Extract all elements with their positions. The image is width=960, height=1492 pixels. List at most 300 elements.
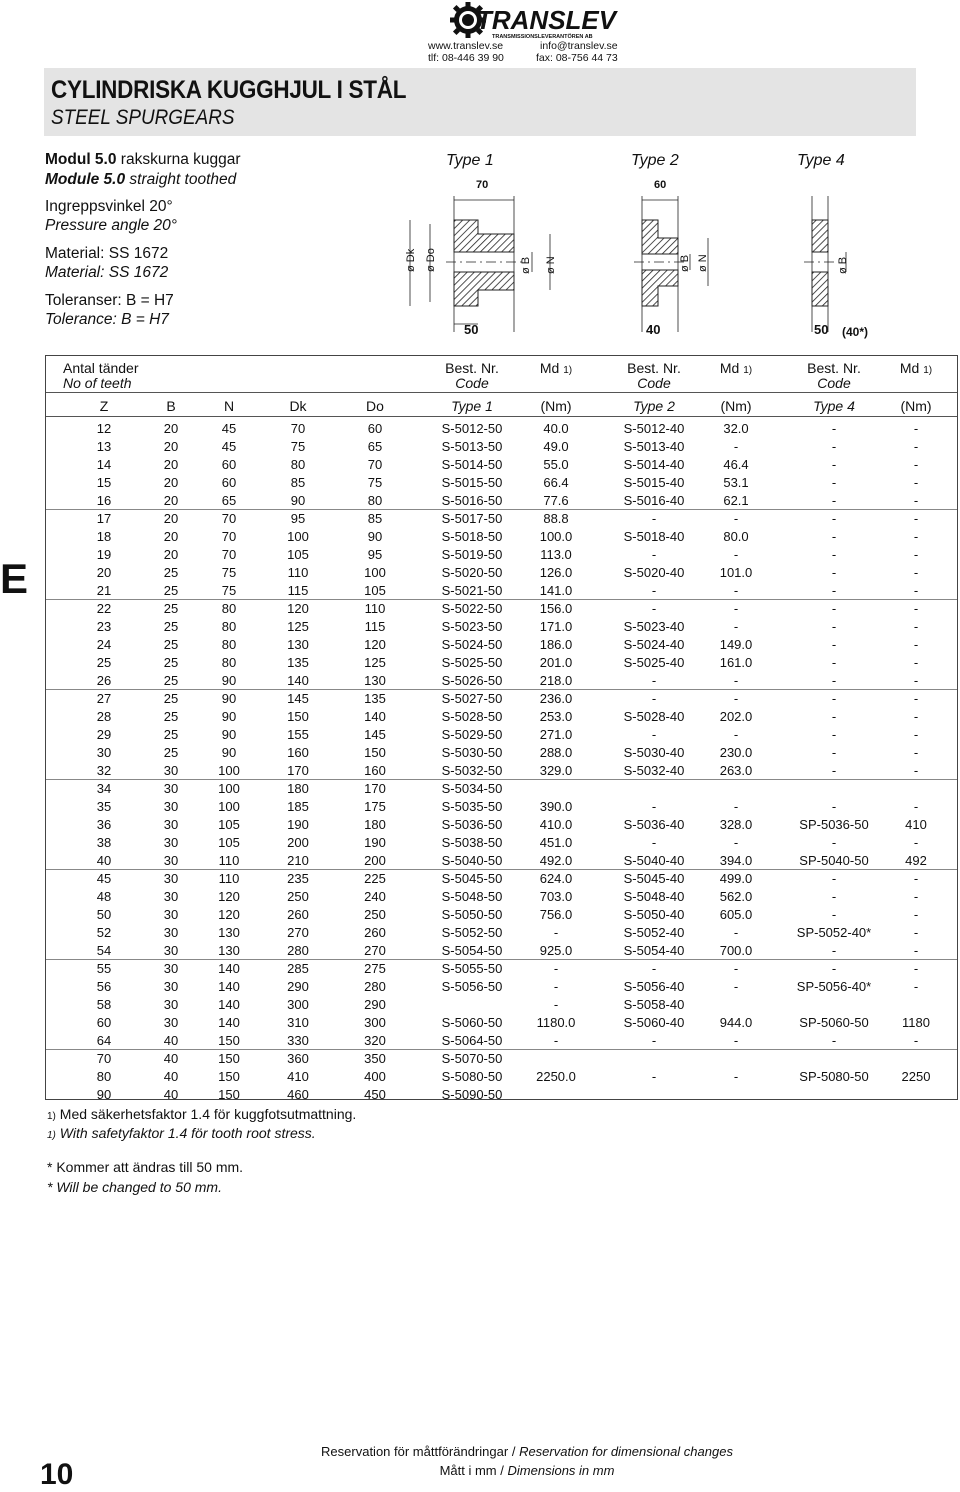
table-cell: 155 — [287, 727, 309, 742]
table-cell: 201.0 — [539, 655, 573, 670]
table-cell: 30 — [163, 781, 179, 796]
table-cell: S-5024-40 — [623, 637, 685, 652]
table-cell: 45 — [96, 871, 112, 886]
table-cell: 25 — [163, 637, 179, 652]
table-cell: 135 — [364, 691, 386, 706]
group-divider — [46, 689, 957, 690]
table-cell: S-5048-40 — [623, 889, 685, 904]
header-best-type1: Best. Nr. — [445, 360, 499, 376]
table-cell: SP-5080-50 — [799, 1069, 869, 1084]
table-cell: 330 — [287, 1033, 309, 1048]
footer-reservation: Reservation för måttförändringar / Reservation for dimensional changes — [321, 1444, 733, 1459]
column-header: Type 1 — [451, 398, 493, 414]
table-cell: 90 — [221, 673, 237, 688]
table-cell: - — [831, 493, 837, 508]
table-cell: 113.0 — [540, 547, 572, 562]
table-cell: - — [831, 529, 837, 544]
table-cell: S-5052-50 — [441, 925, 503, 940]
table-cell: SP-5040-50 — [799, 853, 869, 868]
table-cell: 27 — [96, 691, 112, 706]
table-cell: S-5021-50 — [441, 583, 503, 598]
table-cell: 186.0 — [539, 637, 573, 652]
table-cell: 130 — [218, 943, 240, 958]
table-cell: 210 — [287, 853, 309, 868]
column-header: Type 2 — [633, 398, 675, 414]
translev-logo — [450, 2, 617, 40]
table-cell: - — [831, 745, 837, 760]
table-cell: 394.0 — [719, 853, 753, 868]
table-cell: 20 — [163, 493, 179, 508]
table-cell: 270 — [287, 925, 309, 940]
table-cell: 171.0 — [539, 619, 573, 634]
table-cell: 492 — [905, 853, 927, 868]
table-cell: 150 — [218, 1033, 240, 1048]
table-cell: - — [913, 475, 919, 490]
header-best-type4: Best. Nr. — [807, 360, 861, 376]
table-cell: 180 — [287, 781, 309, 796]
section-tab: E — [0, 555, 29, 602]
table-cell: 160 — [287, 745, 309, 760]
table-cell: 562.0 — [719, 889, 753, 904]
table-cell: - — [831, 565, 837, 580]
table-cell: 141.0 — [539, 583, 573, 598]
table-cell: - — [651, 691, 657, 706]
table-cell: S-5016-50 — [441, 493, 503, 508]
table-cell: - — [831, 871, 837, 886]
table-cell: S-5058-40 — [623, 997, 685, 1012]
table-cell: 54 — [96, 943, 112, 958]
table-cell: - — [831, 691, 837, 706]
table-cell: 40.0 — [543, 421, 569, 436]
type2-top-dim: 60 — [654, 179, 667, 191]
table-cell: - — [733, 439, 739, 454]
type4-bottom-note: (40*) — [842, 325, 869, 339]
table-cell: 30 — [163, 1015, 179, 1030]
table-cell: 80 — [290, 457, 306, 472]
table-cell: S-5048-50 — [441, 889, 503, 904]
table-cell: - — [733, 727, 739, 742]
table-cell: 125 — [287, 619, 309, 634]
table-cell: - — [913, 961, 919, 976]
table-cell: S-5056-40 — [623, 979, 685, 994]
page-title: CYLINDRISKA KUGGHJUL I STÅL — [51, 76, 407, 104]
table-cell: 160 — [364, 763, 386, 778]
table-cell: 25 — [163, 745, 179, 760]
footer-dimensions: Mått i mm / Dimensions in mm — [439, 1463, 615, 1478]
table-cell: 170 — [287, 763, 309, 778]
table-cell: 60 — [221, 457, 237, 472]
table-cell: S-5025-50 — [441, 655, 503, 670]
table-cell: 56 — [96, 979, 112, 994]
type2-label: Type 2 — [631, 152, 679, 169]
table-cell: SP-5060-50 — [799, 1015, 869, 1030]
table-cell: 492.0 — [539, 853, 573, 868]
table-cell: 80 — [221, 637, 237, 652]
table-cell: 80 — [221, 619, 237, 634]
group-divider — [46, 869, 957, 870]
table-cell: 25 — [163, 727, 179, 742]
table-cell: 100 — [218, 781, 240, 796]
column-header: (Nm) — [540, 398, 572, 414]
header-code-type4: Code — [817, 375, 851, 391]
table-cell: 45 — [221, 421, 237, 436]
group-divider — [46, 509, 957, 510]
table-cell: 25 — [163, 565, 179, 580]
table-cell: 15 — [96, 475, 112, 490]
table-cell: 20 — [163, 439, 179, 454]
table-cell: S-5028-50 — [441, 709, 503, 724]
table-cell: S-5070-50 — [441, 1051, 503, 1066]
table-cell: - — [733, 979, 739, 994]
table-cell: - — [651, 547, 657, 562]
table-cell: 34 — [96, 781, 112, 796]
table-cell: - — [733, 925, 739, 940]
table-cell: - — [553, 925, 559, 940]
table-cell: S-5023-40 — [623, 619, 685, 634]
table-cell: 410 — [905, 817, 927, 832]
table-cell: 149.0 — [719, 637, 753, 652]
table-cell: 140 — [287, 673, 309, 688]
table-cell: 110 — [218, 871, 240, 886]
table-cell: - — [913, 943, 919, 958]
table-cell: - — [831, 457, 837, 472]
table-cell: - — [913, 439, 919, 454]
table-cell: - — [733, 835, 739, 850]
table-cell: 55.0 — [543, 457, 569, 472]
table-cell: - — [913, 601, 919, 616]
type1-dk-label: ø Dk — [405, 248, 417, 272]
contact-fax: fax: 08-756 44 73 — [536, 52, 618, 64]
table-cell: 30 — [163, 853, 179, 868]
table-cell: 65 — [221, 493, 237, 508]
table-cell: 145 — [287, 691, 309, 706]
type1-label: Type 1 — [446, 152, 494, 169]
table-cell: 125 — [364, 655, 386, 670]
contact-web[interactable]: www.translev.se — [428, 40, 504, 52]
table-cell: 90 — [367, 529, 383, 544]
table-cell: 270 — [364, 943, 386, 958]
table-cell: 66.4 — [543, 475, 569, 490]
type1-bottom-dim: 50 — [464, 322, 479, 337]
table-cell: 40 — [163, 1087, 179, 1102]
table-cell: 62.1 — [723, 493, 749, 508]
table-cell: 95 — [290, 511, 306, 526]
table-cell: 40 — [163, 1033, 179, 1048]
table-cell: S-5013-50 — [441, 439, 503, 454]
column-header: (Nm) — [720, 398, 752, 414]
table-cell: 25 — [163, 673, 179, 688]
table-cell: - — [831, 727, 837, 742]
table-cell: - — [733, 961, 739, 976]
table-cell: 90 — [221, 691, 237, 706]
table-cell: 30 — [163, 871, 179, 886]
table-cell: - — [733, 673, 739, 688]
table-cell: - — [831, 475, 837, 490]
table-cell: 80 — [221, 655, 237, 670]
brand-name: TRANSLEV — [476, 5, 617, 35]
table-cell: - — [913, 637, 919, 652]
table-cell: 85 — [367, 511, 383, 526]
footnote-1-en: 1) With safetyfaktor 1.4 för tooth root stress. — [47, 1125, 316, 1141]
table-cell: 30 — [163, 763, 179, 778]
table-cell: S-5014-40 — [623, 457, 685, 472]
column-header: Type 4 — [813, 398, 855, 414]
table-cell: 75 — [290, 439, 306, 454]
table-cell: - — [913, 619, 919, 634]
table-cell: - — [553, 1033, 559, 1048]
group-divider — [46, 779, 957, 780]
table-cell: S-5054-40 — [623, 943, 685, 958]
table-cell: 140 — [218, 997, 240, 1012]
table-cell: 190 — [364, 835, 386, 850]
page-subtitle: STEEL SPURGEARS — [51, 106, 235, 129]
table-cell: - — [913, 655, 919, 670]
table-cell: 40 — [96, 853, 112, 868]
table-cell: 20 — [163, 529, 179, 544]
table-cell: 30 — [163, 799, 179, 814]
table-cell: - — [913, 493, 919, 508]
table-cell: 310 — [287, 1015, 309, 1030]
table-cell: 80 — [96, 1069, 112, 1084]
table-cell: 35 — [96, 799, 112, 814]
table-cell: - — [733, 1069, 739, 1084]
table-cell: - — [831, 709, 837, 724]
footnote-1-sv: 1) Med säkerhetsfaktor 1.4 för kuggfotsutmattning. — [47, 1106, 357, 1122]
table-cell: S-5030-40 — [623, 745, 685, 760]
table-cell: - — [913, 799, 919, 814]
table-cell: S-5020-50 — [441, 565, 503, 580]
table-cell: 271.0 — [539, 727, 573, 742]
table-cell: - — [831, 835, 837, 850]
table-cell: - — [913, 709, 919, 724]
table-cell: - — [651, 1033, 657, 1048]
table-cell: 30 — [163, 943, 179, 958]
table-cell: 20 — [163, 511, 179, 526]
table-cell: 300 — [364, 1015, 386, 1030]
column-header: Dk — [289, 398, 307, 414]
table-cell: 26 — [96, 673, 112, 688]
table-cell: SP-5056-40* — [796, 979, 872, 994]
table-cell: - — [831, 655, 837, 670]
table-cell: 30 — [163, 961, 179, 976]
table-cell: 236.0 — [539, 691, 573, 706]
table-cell: 90 — [96, 1087, 112, 1102]
table-cell: S-5030-50 — [441, 745, 503, 760]
table-cell: 253.0 — [539, 709, 573, 724]
table-cell: 95 — [367, 547, 383, 562]
table-cell: 80.0 — [723, 529, 749, 544]
table-cell: 70 — [221, 547, 237, 562]
table-cell: - — [831, 763, 837, 778]
table-cell: 70 — [290, 421, 306, 436]
type1-n-label: ø N — [545, 256, 557, 274]
page-number: 10 — [40, 1458, 74, 1491]
table-cell: 100 — [364, 565, 386, 580]
table-cell: 70 — [96, 1051, 112, 1066]
type4-b-label: ø B — [837, 256, 849, 274]
type4-bottom-dim: 50 — [814, 322, 829, 337]
table-cell: 40 — [163, 1051, 179, 1066]
table-cell: - — [651, 583, 657, 598]
footnote-2-sv: * Kommer att ändras till 50 mm. — [47, 1159, 244, 1175]
table-cell: 77.6 — [543, 493, 569, 508]
table-cell: 180 — [364, 817, 386, 832]
column-header: N — [223, 398, 235, 414]
table-cell: - — [831, 889, 837, 904]
table-cell: S-5025-40 — [623, 655, 685, 670]
spec-tolerance-en: Tolerance: B = H7 — [45, 311, 169, 328]
table-cell: 70 — [221, 511, 237, 526]
table-cell: 60 — [221, 475, 237, 490]
table-cell: S-5050-50 — [441, 907, 503, 922]
table-cell: S-5016-40 — [623, 493, 685, 508]
table-cell: 100 — [218, 763, 240, 778]
table-cell: 70 — [221, 529, 237, 544]
table-cell: - — [913, 889, 919, 904]
table-cell: 30 — [96, 745, 112, 760]
table-cell: - — [651, 961, 657, 976]
table-cell: - — [651, 511, 657, 526]
table-cell: S-5060-50 — [441, 1015, 503, 1030]
table-cell: 285 — [287, 961, 309, 976]
table-cell: 53.1 — [723, 475, 749, 490]
table-cell: S-5028-40 — [623, 709, 685, 724]
table-cell: - — [553, 961, 559, 976]
table-cell: 100 — [218, 799, 240, 814]
table-cell: S-5015-50 — [441, 475, 503, 490]
header-md-type2: Md 1) — [719, 360, 753, 376]
gear-drawings — [390, 172, 890, 342]
table-cell: 240 — [364, 889, 386, 904]
table-cell: 150 — [218, 1069, 240, 1084]
table-cell: S-5019-50 — [441, 547, 503, 562]
table-cell: 75 — [221, 583, 237, 598]
table-cell: 30 — [163, 907, 179, 922]
table-cell: 390.0 — [539, 799, 573, 814]
footnote-2-en: * Will be changed to 50 mm. — [47, 1179, 222, 1195]
table-cell: - — [831, 547, 837, 562]
spec-module-sv: Modul 5.0 rakskurna kuggar — [45, 151, 241, 168]
table-cell: 50 — [96, 907, 112, 922]
table-cell: 260 — [364, 925, 386, 940]
table-cell: 46.4 — [723, 457, 749, 472]
table-cell: S-5036-50 — [441, 817, 503, 832]
table-cell: 60 — [96, 1015, 112, 1030]
table-cell: 140 — [218, 1015, 240, 1030]
table-cell: 460 — [287, 1087, 309, 1102]
table-cell: - — [831, 421, 837, 436]
table-cell: - — [913, 727, 919, 742]
table-cell: S-5060-40 — [623, 1015, 685, 1030]
table-cell: - — [913, 457, 919, 472]
contact-email[interactable]: info@translev.se — [540, 40, 618, 52]
table-cell: 329.0 — [539, 763, 573, 778]
table-cell: 130 — [364, 673, 386, 688]
table-cell: S-5080-50 — [441, 1069, 503, 1084]
group-divider — [46, 599, 957, 600]
type2-b-label: ø B — [679, 254, 691, 272]
header-teeth-sv: Antal tänder — [63, 360, 139, 376]
table-cell: 20 — [163, 547, 179, 562]
table-cell: 30 — [163, 979, 179, 994]
table-cell: 30 — [163, 925, 179, 940]
table-cell: 45 — [221, 439, 237, 454]
table-cell: 320 — [364, 1033, 386, 1048]
table-cell: S-5050-40 — [623, 907, 685, 922]
table-cell: 48 — [96, 889, 112, 904]
type2-bottom-dim: 40 — [646, 322, 661, 337]
header-best-type2: Best. Nr. — [627, 360, 681, 376]
table-cell: S-5052-40 — [623, 925, 685, 940]
table-cell: 140 — [364, 709, 386, 724]
spec-material-en: Material: SS 1672 — [45, 264, 169, 281]
table-cell: 150 — [218, 1087, 240, 1102]
table-cell: 28 — [96, 709, 112, 724]
table-cell: 156.0 — [539, 601, 573, 616]
table-cell: 280 — [287, 943, 309, 958]
table-cell: 120 — [287, 601, 309, 616]
table-cell: 110 — [364, 601, 386, 616]
table-cell: 32 — [96, 763, 112, 778]
table-cell: S-5036-40 — [623, 817, 685, 832]
table-cell: - — [913, 547, 919, 562]
header-teeth-en: No of teeth — [63, 375, 132, 391]
table-cell: S-5032-50 — [441, 763, 503, 778]
table-cell: S-5020-40 — [623, 565, 685, 580]
group-divider — [46, 959, 957, 960]
table-cell: 65 — [367, 439, 383, 454]
table-cell: 756.0 — [539, 907, 573, 922]
table-cell: SP-5036-50 — [799, 817, 869, 832]
table-cell: 24 — [96, 637, 112, 652]
table-cell: 140 — [218, 961, 240, 976]
table-cell: 32.0 — [723, 421, 749, 436]
table-cell: S-5090-50 — [441, 1087, 503, 1102]
table-cell: 410 — [287, 1069, 309, 1084]
table-cell: 451.0 — [539, 835, 573, 850]
table-cell: 16 — [96, 493, 112, 508]
table-cell: 20 — [163, 457, 179, 472]
table-cell: 20 — [163, 475, 179, 490]
type1-top-dim: 70 — [476, 179, 489, 191]
table-cell: 100 — [287, 529, 309, 544]
table-cell: 350 — [364, 1051, 386, 1066]
table-cell: 25 — [163, 619, 179, 634]
table-cell: 38 — [96, 835, 112, 850]
table-cell: - — [831, 439, 837, 454]
table-cell: - — [913, 1033, 919, 1048]
table-cell: - — [553, 997, 559, 1012]
column-header: Do — [366, 398, 384, 414]
table-cell: - — [831, 799, 837, 814]
table-cell: 130 — [218, 925, 240, 940]
table-cell: - — [913, 925, 919, 940]
table-cell: 30 — [163, 997, 179, 1012]
table-cell: 30 — [163, 817, 179, 832]
table-cell: 410.0 — [539, 817, 573, 832]
gear-table — [45, 355, 958, 1100]
table-cell: S-5064-50 — [441, 1033, 503, 1048]
table-cell: 150 — [287, 709, 309, 724]
table-cell: 1180 — [902, 1015, 930, 1030]
table-cell: S-5045-40 — [623, 871, 685, 886]
table-cell: 64 — [96, 1033, 112, 1048]
table-cell: - — [913, 691, 919, 706]
table-cell: 145 — [364, 727, 386, 742]
table-cell: 75 — [367, 475, 383, 490]
table-cell: S-5013-40 — [623, 439, 685, 454]
column-header: B — [166, 398, 176, 414]
